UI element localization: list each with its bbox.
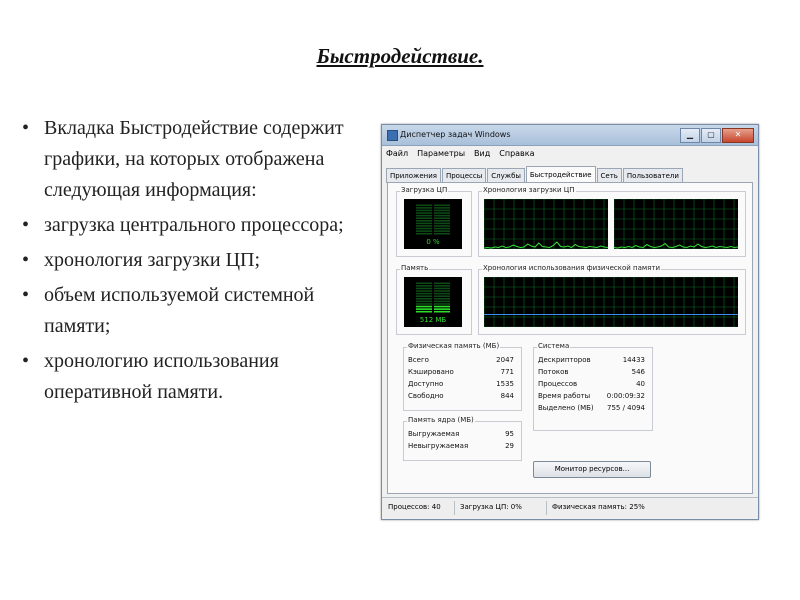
system-threads-value: 546 bbox=[631, 368, 645, 376]
memory-gauge-segment bbox=[416, 290, 432, 292]
status-memory: Физическая память: 25% bbox=[552, 503, 645, 511]
memory-gauge-segment bbox=[434, 295, 450, 297]
physical-memory-title: Физическая память (МБ) bbox=[408, 342, 500, 350]
memory-history-graph bbox=[484, 277, 738, 327]
cpu-history-label: Хронология загрузки ЦП bbox=[483, 186, 575, 194]
memory-gauge-segment bbox=[416, 301, 432, 303]
memory-label: Память bbox=[401, 264, 429, 272]
system-processes-value: 40 bbox=[636, 380, 645, 388]
kernel-paged-label: Выгружаемая bbox=[408, 430, 460, 438]
memory-gauge-segment bbox=[416, 308, 432, 310]
cpu-gauge-segment bbox=[416, 205, 432, 207]
cpu-gauge-segment bbox=[416, 215, 432, 217]
window-title: Диспетчер задач Windows bbox=[400, 130, 511, 139]
cpu-gauge-segment bbox=[434, 205, 450, 207]
system-title: Система bbox=[538, 342, 570, 350]
cpu-usage-value: 0 % bbox=[426, 238, 440, 246]
memory-value: 512 МБ bbox=[419, 316, 447, 324]
bullet-item: • хронология загрузки ЦП; bbox=[22, 249, 261, 271]
memory-gauge bbox=[404, 277, 462, 327]
cpu-gauge-segment bbox=[434, 217, 450, 219]
tab-users[interactable]: Пользователи bbox=[623, 168, 683, 183]
cpu-gauge-segment bbox=[416, 212, 432, 214]
memory-gauge-segment bbox=[416, 293, 432, 295]
cpu-gauge-segment bbox=[434, 230, 450, 232]
kernel-memory-frame bbox=[403, 421, 522, 461]
system-uptime-value: 0:00:09:32 bbox=[606, 392, 645, 400]
cpu-gauge-segment bbox=[434, 233, 450, 235]
physical-cached-value: 771 bbox=[500, 368, 514, 376]
bullet-list bbox=[16, 113, 368, 412]
performance-panel bbox=[387, 182, 753, 494]
menu-help[interactable]: Справка bbox=[499, 149, 535, 158]
cpu-gauge-segment bbox=[416, 210, 432, 212]
bullet-item: • объем используемой системной памяти; bbox=[22, 284, 315, 337]
bullet-item: • хронологию использования оперативной памяти. bbox=[22, 350, 279, 403]
memory-gauge-segment bbox=[434, 303, 450, 305]
memory-gauge-segment bbox=[434, 306, 450, 308]
menu-options[interactable]: Параметры bbox=[417, 149, 466, 158]
memory-gauge-segment bbox=[434, 285, 450, 287]
physical-free-value: 844 bbox=[500, 392, 514, 400]
cpu-gauge-segment bbox=[416, 225, 432, 227]
status-separator bbox=[546, 501, 547, 515]
kernel-nonpaged-label: Невыгружаемая bbox=[408, 442, 469, 450]
cpu-gauge-segment bbox=[416, 230, 432, 232]
cpu-gauge-segment bbox=[416, 233, 432, 235]
cpu-gauge-segment bbox=[416, 217, 432, 219]
tab-performance[interactable]: Быстродействие bbox=[526, 166, 596, 183]
cpu-history-graph-core-2 bbox=[614, 199, 738, 249]
memory-gauge-segment bbox=[434, 288, 450, 290]
memory-gauge-segment bbox=[416, 303, 432, 305]
physical-free-label: Свободно bbox=[408, 392, 444, 400]
tab-services[interactable]: Службы bbox=[487, 168, 525, 183]
bullet-item: • Вкладка Быстродействие содержит графики, на которых отображена следующая информация: bbox=[22, 117, 344, 201]
tab-applications[interactable]: Приложения bbox=[386, 168, 441, 183]
cpu-usage-gauge bbox=[404, 199, 462, 249]
cpu-history-line bbox=[484, 242, 608, 248]
menu-bar bbox=[382, 147, 544, 161]
tab-strip bbox=[386, 166, 684, 182]
system-threads-label: Потоков bbox=[538, 368, 569, 376]
cpu-gauge-segment bbox=[416, 223, 432, 225]
minimize-button[interactable]: ▁ bbox=[680, 128, 700, 143]
physical-available-label: Доступно bbox=[408, 380, 444, 388]
memory-gauge-segment bbox=[416, 283, 432, 285]
memory-history-label: Хронология использования физической памяти bbox=[483, 264, 661, 272]
status-separator bbox=[454, 501, 455, 515]
system-uptime-label: Время работы bbox=[538, 392, 591, 400]
kernel-nonpaged-value: 29 bbox=[505, 442, 514, 450]
cpu-usage-label: Загрузка ЦП bbox=[401, 186, 448, 194]
memory-gauge-segment bbox=[434, 308, 450, 310]
memory-gauge-segment bbox=[416, 298, 432, 300]
status-bar bbox=[382, 497, 758, 518]
memory-gauge-segment bbox=[434, 311, 450, 313]
kernel-paged-value: 95 bbox=[505, 430, 514, 438]
menu-view[interactable]: Вид bbox=[474, 149, 491, 158]
cpu-gauge-segment bbox=[416, 220, 432, 222]
memory-gauge-segment bbox=[434, 290, 450, 292]
app-icon bbox=[387, 130, 398, 141]
cpu-gauge-segment bbox=[434, 210, 450, 212]
memory-gauge-segment bbox=[434, 293, 450, 295]
memory-gauge-segment bbox=[416, 288, 432, 290]
system-processes-label: Процессов bbox=[538, 380, 578, 388]
maximize-button[interactable]: ▢ bbox=[701, 128, 721, 143]
close-button[interactable]: ✕ bbox=[722, 128, 754, 143]
system-commit-value: 755 / 4094 bbox=[607, 404, 645, 412]
cpu-gauge-bars bbox=[414, 204, 452, 235]
task-manager-window bbox=[381, 124, 759, 520]
memory-gauge-segment bbox=[434, 301, 450, 303]
cpu-gauge-segment bbox=[434, 228, 450, 230]
physical-total-label: Всего bbox=[408, 356, 429, 364]
system-handles-value: 14433 bbox=[622, 356, 645, 364]
cpu-gauge-segment bbox=[434, 207, 450, 209]
memory-gauge-bars bbox=[414, 282, 452, 313]
memory-gauge-segment bbox=[416, 306, 432, 308]
physical-cached-label: Кэшировано bbox=[408, 368, 454, 376]
system-commit-label: Выделено (МБ) bbox=[538, 404, 594, 412]
cpu-gauge-segment bbox=[434, 215, 450, 217]
memory-gauge-segment bbox=[416, 311, 432, 313]
status-cpu: Загрузка ЦП: 0% bbox=[460, 503, 522, 511]
window-titlebar[interactable] bbox=[382, 125, 758, 146]
cpu-history-graph-core-1 bbox=[484, 199, 608, 249]
system-handles-label: Дескрипторов bbox=[538, 356, 591, 364]
tab-processes[interactable]: Процессы bbox=[442, 168, 486, 183]
cpu-gauge-segment bbox=[434, 212, 450, 214]
bullet-item: • загрузка центрального процессора; bbox=[22, 214, 344, 236]
cpu-gauge-segment bbox=[434, 225, 450, 227]
kernel-memory-title: Память ядра (МБ) bbox=[408, 416, 474, 424]
cpu-gauge-segment bbox=[434, 220, 450, 222]
status-processes: Процессов: 40 bbox=[388, 503, 441, 511]
physical-available-value: 1535 bbox=[496, 380, 514, 388]
cpu-gauge-segment bbox=[416, 207, 432, 209]
memory-gauge-segment bbox=[434, 298, 450, 300]
memory-gauge-segment bbox=[434, 283, 450, 285]
menu-file[interactable]: Файл bbox=[386, 149, 409, 158]
physical-total-value: 2047 bbox=[496, 356, 514, 364]
slide-title: Быстродействие. bbox=[316, 44, 484, 68]
tab-network[interactable]: Сеть bbox=[597, 168, 622, 183]
cpu-gauge-segment bbox=[416, 228, 432, 230]
cpu-gauge-segment bbox=[434, 223, 450, 225]
memory-gauge-segment bbox=[416, 295, 432, 297]
cpu-history-line bbox=[614, 244, 738, 249]
memory-gauge-segment bbox=[416, 285, 432, 287]
resource-monitor-button[interactable]: Монитор ресурсов... bbox=[533, 461, 651, 478]
